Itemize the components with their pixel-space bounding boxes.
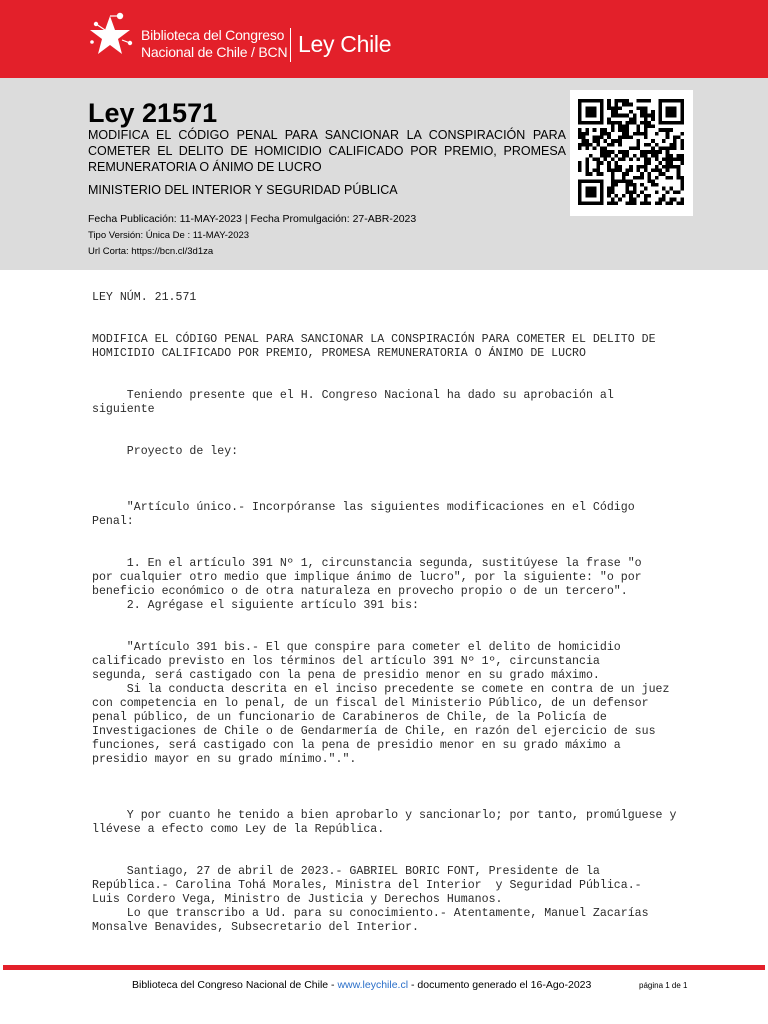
footer-prefix: Biblioteca del Congreso Nacional de Chile - — [132, 979, 338, 991]
brand-divider — [290, 28, 291, 62]
law-number: LEY NÚM. 21.571 — [92, 291, 197, 304]
version-type: Tipo Versión: Única De : 11-MAY-2023 — [88, 230, 250, 241]
page-number: página 1 de 1 — [639, 981, 688, 990]
paragraph-modifications: 1. En el artículo 391 Nº 1, circunstancia segunda, sustitúyese la frase "o por cualquier otro medio que implique ánimo de lucro", por la siguiente: "o por beneficio económico o de otra naturaleza en provecho propio o de un tercero". 2. Agrégase el siguiente artículo 391 bis: — [92, 557, 642, 612]
paragraph-signatures: Santiago, 27 de abril de 2023.- GABRIEL BORIC FONT, Presidente de la República.- Carolina Tohá Morales, Ministra del Interior y Seguridad Pública.- Luis Cordero Vega, Ministro de Justicia y Derechos Humanos. Lo que transcribo a Ud. para su conocimiento.- Atentamente, Manuel Zacarías Monsalve Benavides, Subsecretario del Interior. — [92, 865, 649, 934]
publication-dates: Fecha Publicación: 11-MAY-2023 | Fecha Promulgación: 27-ABR-2023 — [88, 213, 417, 225]
paragraph-article-391-bis: "Artículo 391 bis.- El que conspire para cometer el delito de homicidio calificado previsto en los términos del artículo 391 Nº 1º, circunstancia segunda, será castigado con la pena de presidio menor en su grado máximo. Si la conducta descrita en el inciso precedente se comete en contra de un juez con competencia en lo penal, de un fiscal del Ministerio Público, de un defensor penal público, de un funcionario de Carabineros de Chile, de la Policía de Investigaciones de Chile o de Gendarmería de Chile, en razón del ejercicio de sus funciones, será castigado con la pena de presidio menor en su grado máximo a presidio mayor en su grado mínimo.".". — [92, 641, 670, 766]
qr-code-icon — [578, 99, 684, 205]
footer-divider — [3, 965, 765, 970]
bcn-star-logo-icon — [86, 10, 136, 60]
product-name: Ley Chile — [298, 31, 392, 57]
paragraph-preamble: Teniendo presente que el H. Congreso Nacional ha dado su aprobación al siguiente — [92, 389, 614, 416]
law-heading: MODIFICA EL CÓDIGO PENAL PARA SANCIONAR LA CONSPIRACIÓN PARA COMETER EL DELITO DE HOMICIDIO CALIFICADO POR PREMIO, PROMESA REMUNERATORIA O ÁNIMO DE LUCRO — [92, 333, 656, 360]
paragraph-single-article: "Artículo único.- Incorpóranse las siguientes modificaciones en el Código Penal: — [92, 501, 635, 528]
brand-name — [141, 27, 287, 61]
brand-line-1: Biblioteca del Congreso — [141, 27, 285, 43]
brand-line-2: Nacional de Chile / BCN — [141, 44, 288, 60]
law-body — [92, 291, 732, 935]
paragraph-promulgation: Y por cuanto he tenido a bien aprobarlo y sancionarlo; por tanto, promúlguese y llévese a efecto como Ley de la República. — [92, 809, 677, 836]
law-subtitle: MODIFICA EL CÓDIGO PENAL PARA SANCIONAR LA CONSPIRACIÓN PARA COMETER EL DELITO DE HOMICIDIO CALIFICADO POR PREMIO, PROMESA REMUNERATORIA O ÁNIMO DE LUCRO — [88, 128, 566, 174]
paragraph-project: Proyecto de ley: — [92, 445, 239, 458]
footer-suffix: - documento generado el 16-Ago-2023 — [408, 979, 592, 991]
footer-link[interactable]: www.leychile.cl — [337, 979, 409, 991]
page-title: Ley 21571 — [88, 98, 218, 128]
qr-code — [570, 90, 693, 216]
top-banner — [0, 0, 768, 78]
short-url[interactable]: Url Corta: https://bcn.cl/3d1za — [88, 246, 214, 257]
ministry-name: MINISTERIO DEL INTERIOR Y SEGURIDAD PÚBLICA — [88, 183, 398, 197]
footer-text — [132, 978, 591, 992]
